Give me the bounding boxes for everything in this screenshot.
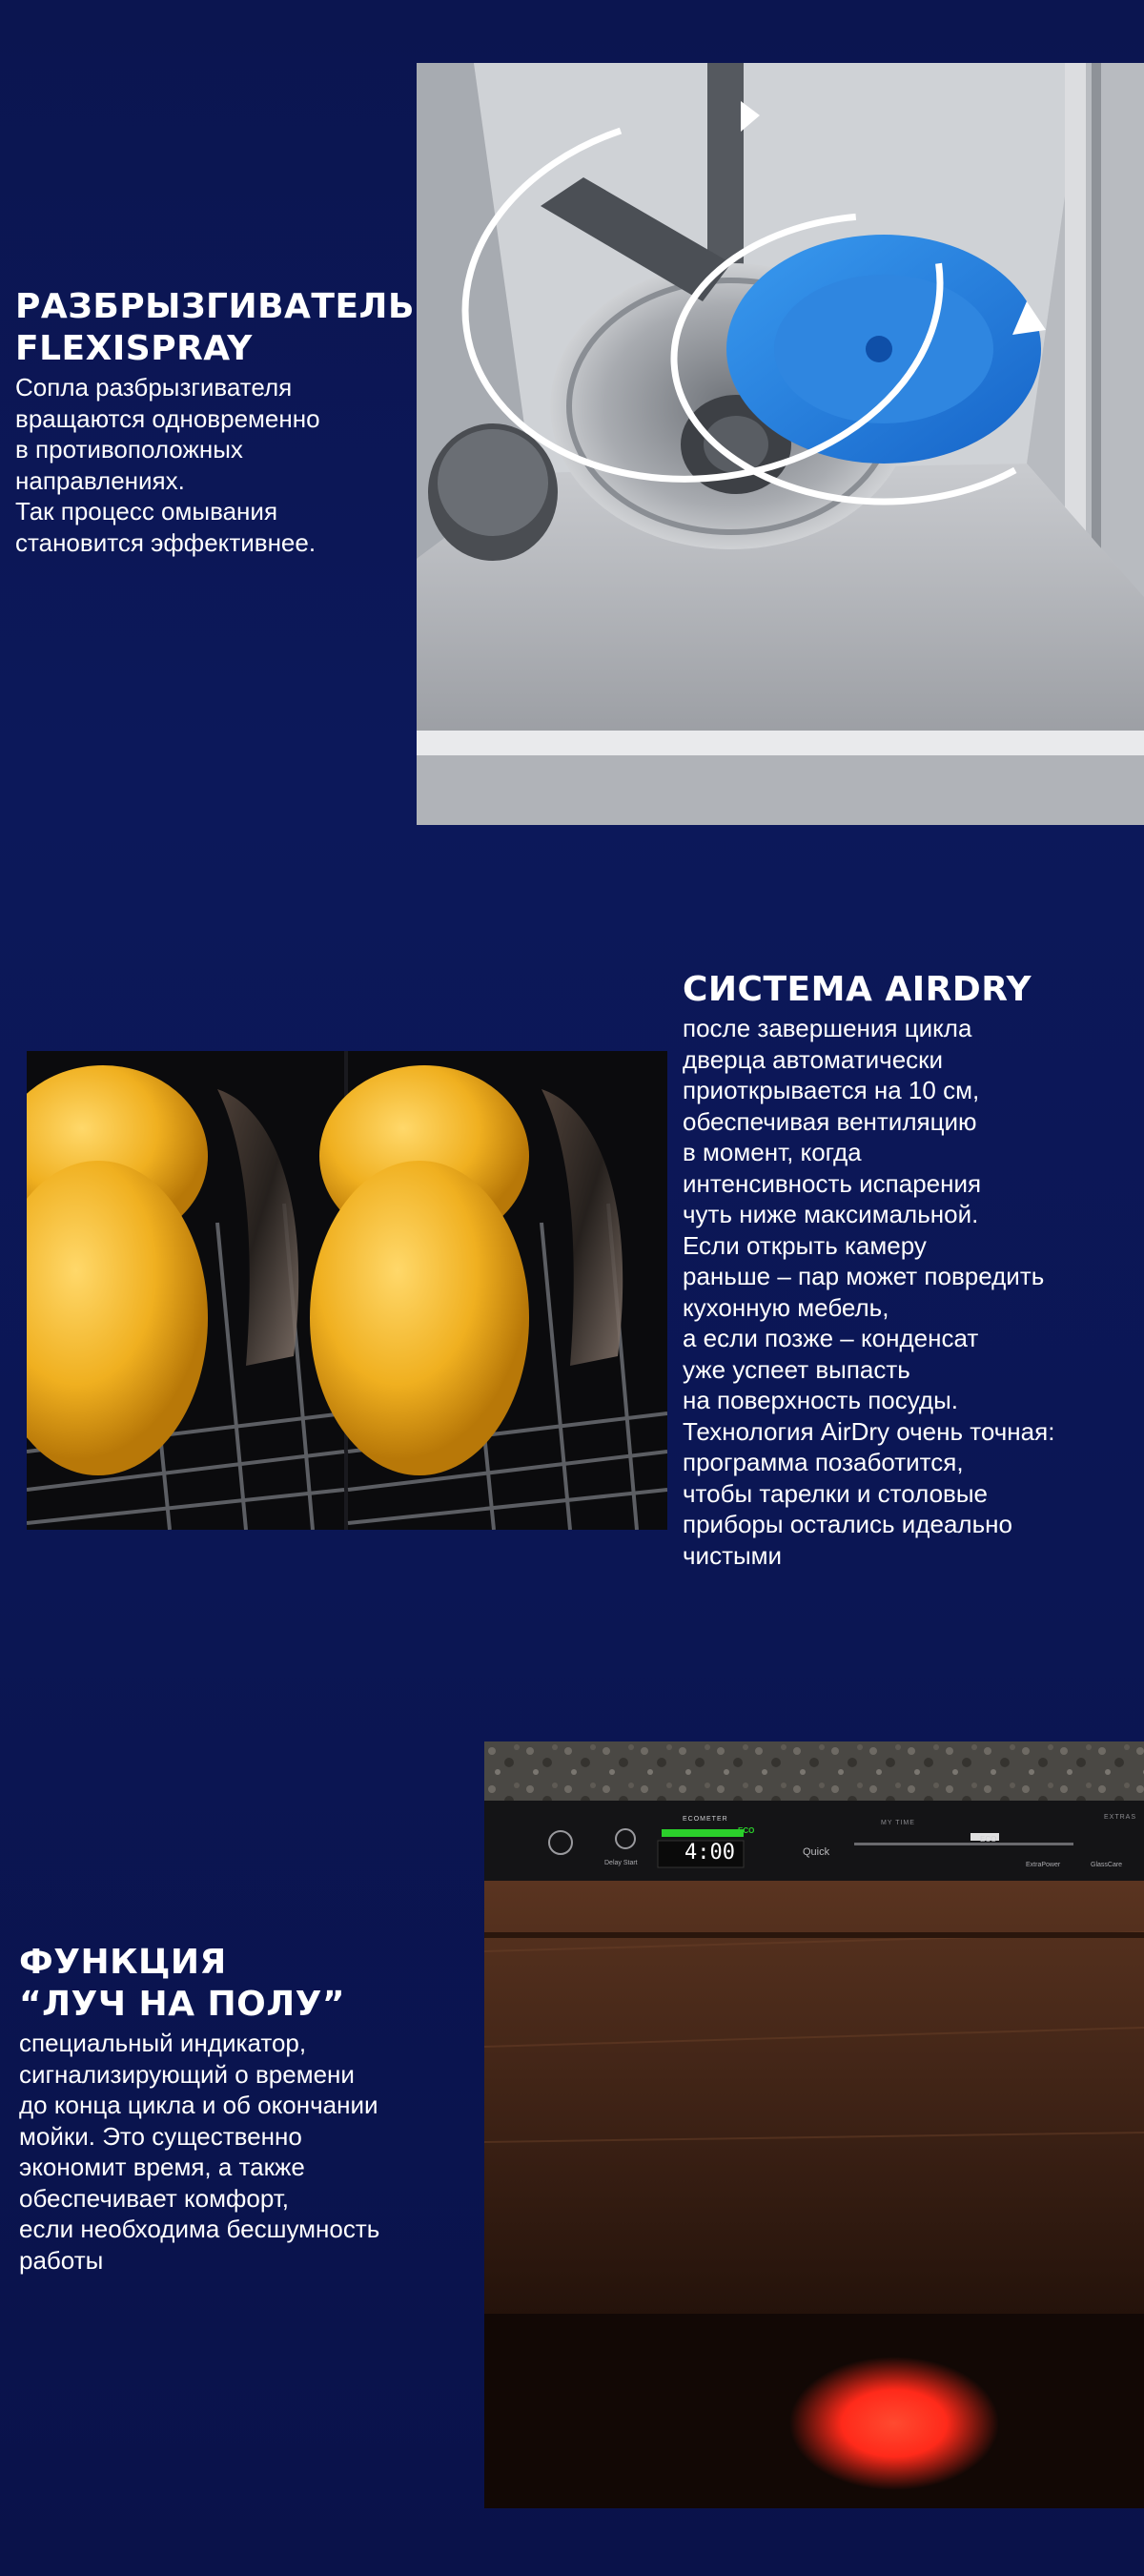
panel-ecometer-label: ECOMETER [683,1816,728,1823]
panel-extras-label: EXTRAS [1104,1814,1137,1821]
panel-glass-care-label: GlassCare [1091,1862,1123,1868]
panel-delay-start-label: Delay Start [604,1860,638,1866]
airdry-photo [27,1051,667,1530]
section-beam-on-floor [19,1942,477,2276]
panel-quick-label: Quick [803,1846,830,1858]
panel-eco-right-label: ECO [980,1835,997,1844]
spray-arm-illustration [417,63,1144,825]
dishes-illustration [27,1051,667,1530]
beam-on-floor-photo [484,1741,1144,2508]
airdry-title: СИСТЕМА AIRDRY [683,970,1032,1009]
section-airdry [683,969,1144,1571]
panel-time-display: 4:00 [684,1841,735,1865]
section-flexispray [15,286,415,558]
beam-on-floor-description: специальный индикатор, сигнализирующий о времени до конца цикла и об окончании мойки. Это существенно экономит время, а также обеспечивает комфорт, если необходима бесшумность работы [19,2029,380,2275]
panel-extra-power-label: ExtraPower [1026,1862,1061,1868]
flexispray-description: Сопла разбрызгивателя вращаются одновременно в противоположных направлениях. Так процесс омывания становится эффективнее. [15,373,320,557]
flexispray-title: РАЗБРЫЗГИВАТЕЛЬ FLEXISPRAY [15,287,415,368]
panel-eco-label: ECO [738,1826,755,1835]
airdry-description: после завершения цикла дверца автоматически приоткрывается на 10 см, обеспечивая вентиляцию в момент, когда интенсивность испарения чуть ниже максимальной. Если открыть камеру раньше – пар может повредить кухонную мебель, а если позже – конденсат уже успеет выпасть на поверхность посуды. Технология AirDry очень точная: программа позаботится, чтобы тарелки и столовые приборы остались идеально чистыми [683,1014,1055,1570]
beam-on-floor-title: ФУНКЦИЯ “ЛУЧ НА ПОЛУ” [19,1943,346,2024]
panel-my-time-label: MY TIME [881,1820,915,1826]
flexispray-photo [417,63,1144,825]
